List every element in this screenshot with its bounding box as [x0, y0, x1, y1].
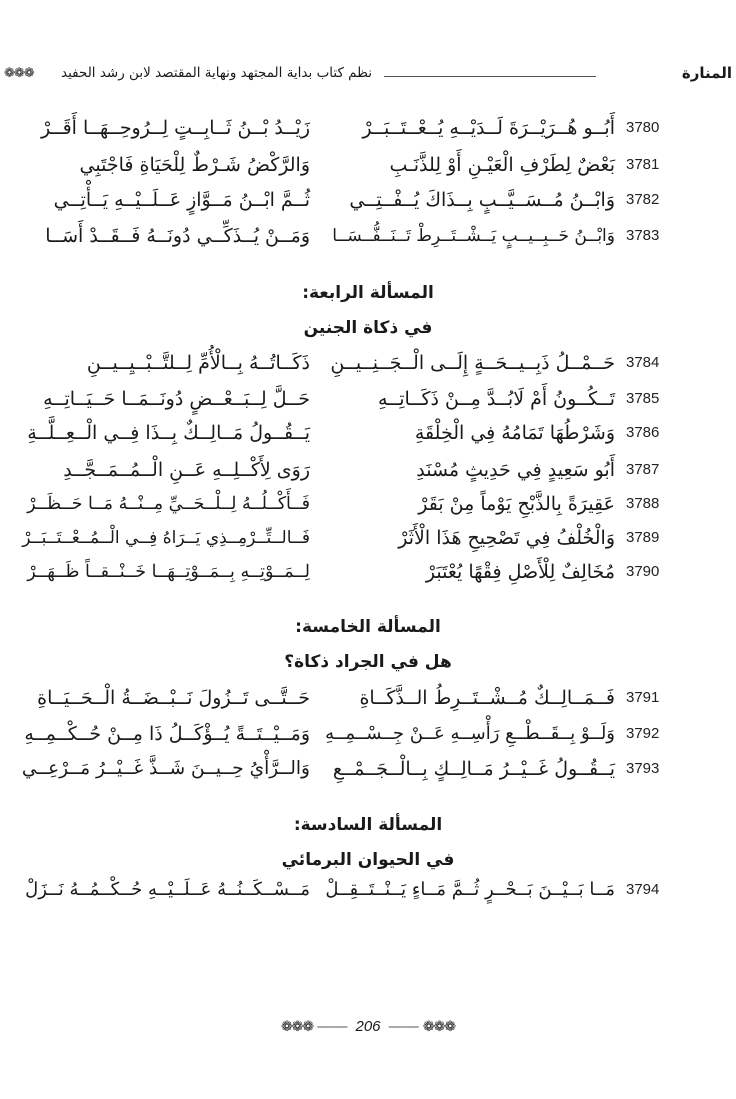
section-heading: المسألة الرابعة: [302, 283, 434, 303]
first-hemistich: بَعْضٌ لِطَرْفِ الْعَيْـنِ أَوْ لِلذَّنَـبِ [389, 154, 615, 176]
verse-line [0, 719, 736, 751]
header-ornament: ❁❁❁ [4, 66, 34, 81]
verse-number: 3785 [626, 390, 660, 407]
second-hemistich: فَــأَكْــلُــهُ لِــلْــحَــيِّ مِــنْــهُ مَــا حَــظَــرْ [27, 494, 310, 514]
section-heading: هل في الجراد ذكاة؟ [284, 652, 452, 672]
verse-number: 3784 [626, 354, 660, 371]
verse-line [0, 113, 736, 145]
verse-number: 3783 [626, 227, 660, 244]
first-hemistich: مَــا بَــيْــنَ بَــحْــرٍ ثُــمَّ مَــاءٍ يَــنْــتَــقِــلْ [325, 879, 615, 900]
first-hemistich: تَــكُــونُ أَمْ لَابُــدَّ مِــنْ ذَكَــاتِــهِ [377, 388, 615, 410]
verse-line [0, 384, 736, 416]
section-heading: في الحيوان البرمائي [281, 850, 455, 870]
footer-dash-right: —— [388, 1018, 419, 1035]
first-hemistich: وَابْــنُ مُــسَــيَّــبٍ بِــذَاكَ يُــفْــتِــي [349, 189, 615, 211]
second-hemistich: ذَكَــاتُــهُ بِــالْأُمِّ لِــلتَّــبْــيِــيــنِ [86, 352, 310, 374]
first-hemistich: يَــقُــولُ غَــيْــرُ مَــالِــكٍ بِــالْــجَــمْــعِ [332, 758, 615, 780]
section-heading: في ذكاة الجنين [303, 318, 433, 338]
running-header [0, 60, 736, 90]
footer-dash-left: —— [317, 1018, 348, 1035]
first-hemistich: أَبُــو هُــرَيْــرَةَ لَــدَيْــهِ يُــعْــتَــبَــرْ [362, 117, 615, 139]
first-hemistich: عَقِيرَةً بِالذَّبْحِ يَوْماً مِنْ بَقَرْ [418, 493, 615, 515]
second-hemistich: رَوَى لِأَكْــلِــهِ عَــنِ الْــمُــمَــجَّــدِ [63, 459, 310, 481]
verse-number: 3781 [626, 156, 660, 173]
verse-line [0, 455, 736, 487]
second-hemistich: وَمَــنْ يُــذَكِّــي دُونَــهُ فَــقَــدْ أَسَــا [45, 225, 310, 247]
verse-number: 3789 [626, 529, 660, 546]
second-hemistich: زَيْــدُ بْــنُ ثَــابِــتٍ لِــرُوحِــهَــا أَقَــرْ [40, 117, 310, 139]
second-hemistich: لِــمَــوْتِــهِ بِــمَــوْتِــهَــا خَــنْــقــاً ظَــهَــرْ [27, 562, 310, 582]
first-hemistich: مُخَالِفٌ لِلْأَصْلِ فِقْهًا يُعْتَبَرْ [425, 561, 615, 583]
section-name: المنارة [681, 64, 732, 82]
first-hemistich: وَلَــوْ بِــقَــطْــعِ رَأْسِــهِ عَــنْ جِــسْــمِــهِ [325, 723, 615, 744]
footer-ornament-left: ❁❁❁ [280, 1019, 314, 1035]
verse-line [0, 523, 736, 555]
first-hemistich: حَــمْــلُ ذَبِــيــحَــةٍ إِلَــى الْــجَــنِــيــنِ [330, 352, 615, 374]
verse-line [0, 875, 736, 907]
footer-ornament-right: ❁❁❁ [422, 1019, 456, 1035]
verse-line [0, 221, 736, 253]
page-number: 206 [355, 1018, 381, 1035]
section-heading: المسألة السادسة: [293, 815, 443, 835]
second-hemistich: ثُــمَّ ابْــنُ مَــوَّازٍ عَــلَــيْــهِ يَــأْتِــي [53, 189, 310, 211]
header-rule [384, 76, 596, 77]
second-hemistich: يَــقُــولُ مَــالِــكٌ بِــذَا فِــي الْــعِــلَّــةِ [27, 422, 310, 444]
second-hemistich: حَــلَّ لِــبَــعْــضٍ دُونَــمَــا حَــيَــاتِــهِ [43, 388, 310, 410]
second-hemistich: وَالــرَّأْيُ حِــيــنَ شَــذَّ غَــيْــرُ مَــرْعِــي [21, 758, 310, 779]
verse-number: 3787 [626, 461, 660, 478]
second-hemistich: حَــتَّــى تَــزُولَ نَــبْــضَــةُ الْــحَــيَــاةِ [37, 687, 310, 709]
second-hemistich: فَــالــتِّــرْمِــذِي يَــرَاهُ فِــي الْــمُــعْــتَــبَــرْ [22, 528, 310, 548]
verse-number: 3780 [626, 119, 660, 136]
second-hemistich: وَالرَّكْضُ شَـرْطٌ لِلْحَيَاةِ فَاجْتَبِي [79, 154, 310, 176]
verse-number: 3791 [626, 689, 660, 706]
verse-number: 3788 [626, 495, 660, 512]
verse-line [0, 683, 736, 715]
verse-line [0, 150, 736, 182]
verse-number: 3782 [626, 191, 660, 208]
page-footer [0, 1018, 736, 1035]
first-hemistich: وَالْخُلْفُ فِي تَصْحِيحِ هَذَا الْأَثَرْ [398, 527, 615, 549]
verse-line [0, 489, 736, 521]
verse-number: 3786 [626, 424, 660, 441]
verse-line [0, 754, 736, 786]
first-hemistich: وَشَرْطُهَا تَمَامُهُ فِي الْخِلْقَةِ [414, 422, 615, 444]
verse-line [0, 185, 736, 217]
book-title: نظم كتاب بداية المجتهد ونهاية المقتصد لابن رشد الحفيد [60, 65, 372, 81]
first-hemistich: أَبُو سَعِيدٍ فِي حَدِيثٍ مُسْنَدِ [416, 459, 615, 481]
first-hemistich: وَابْــنُ حَــبِــيــبٍ يَــشْــتَــرِطْ تَــنَــفُّــسَــا [332, 226, 615, 246]
second-hemistich: مَــسْــكَــنُــهُ عَــلَــيْــهِ حُــكْــمُــهُ نَــزَلْ [25, 879, 310, 900]
section-heading: المسألة الخامسة: [295, 617, 441, 637]
verse-number: 3794 [626, 881, 660, 898]
verse-number: 3790 [626, 563, 660, 580]
verse-number: 3792 [626, 725, 660, 742]
verse-line [0, 418, 736, 450]
first-hemistich: فَــمَــالِــكٌ مُــشْــتَــرِطُ الــذَّكَــاةِ [359, 687, 615, 709]
verse-number: 3793 [626, 760, 660, 777]
verse-line [0, 348, 736, 380]
second-hemistich: وَمَــيْــتَــةً يُــؤْكَــلُ ذَا مِــنْ حُــكْــمِــهِ [24, 723, 310, 745]
verse-line [0, 557, 736, 589]
